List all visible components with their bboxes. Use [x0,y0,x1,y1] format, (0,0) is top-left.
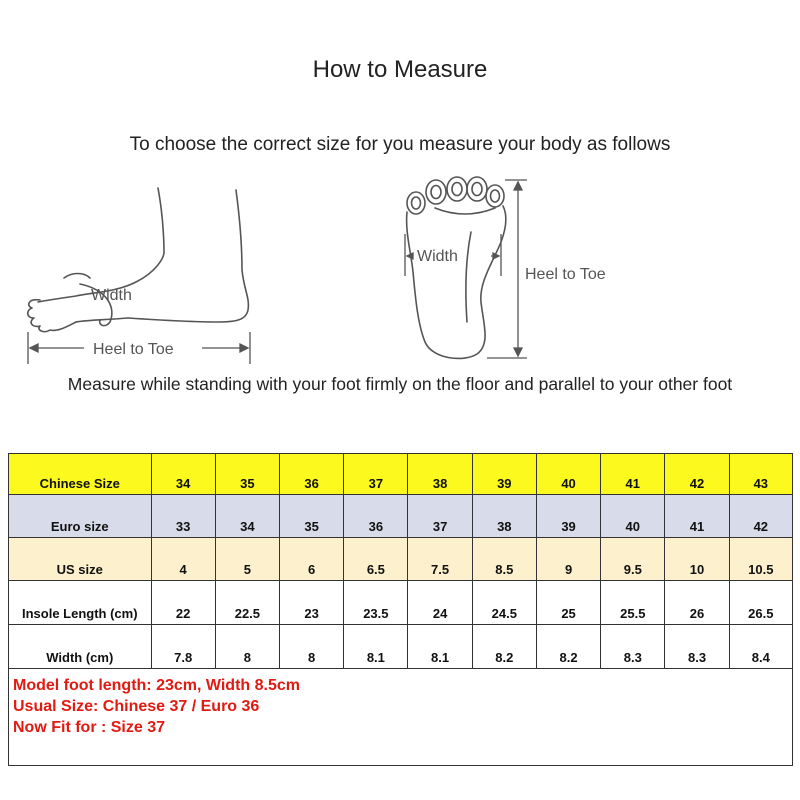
table-cell: 24 [408,581,472,625]
table-cell: 22 [151,581,215,625]
size-chart-table [8,453,793,766]
table-cell: 9 [536,538,600,581]
table-cell: 8 [280,625,344,669]
table-cell: 42 [665,454,729,495]
table-cell: 10.5 [729,538,792,581]
table-cell: 33 [151,495,215,538]
table-row-euro-size [9,495,793,538]
table-row-width [9,625,793,669]
table-cell: 35 [215,454,279,495]
row-label-chinese-size: Chinese Size [9,454,152,495]
table-cell: 34 [215,495,279,538]
table-cell: 43 [729,454,792,495]
table-cell: 8.1 [344,625,408,669]
table-cell: 37 [344,454,408,495]
table-cell: 36 [280,454,344,495]
page-subtitle: To choose the correct size for you measure your body as follows [129,134,671,155]
table-cell: 8.1 [408,625,472,669]
foot-sole-view-figure [395,172,655,364]
row-label-euro-size: Euro size [9,495,152,538]
table-cell: 35 [280,495,344,538]
table-cell: 9.5 [601,538,665,581]
side-heel-to-toe-label: Heel to Toe [93,341,174,358]
row-label-us-size: US size [9,538,152,581]
note-now-fit: Now Fit for : Size 37 [13,719,166,736]
table-cell: 23.5 [344,581,408,625]
table-cell: 8.3 [601,625,665,669]
row-label-insole-length: Insole Length (cm) [9,581,152,625]
table-cell: 8.5 [472,538,536,581]
table-row-us-size [9,538,793,581]
table-cell: 38 [408,454,472,495]
sole-heel-to-toe-label: Heel to Toe [525,266,606,283]
table-cell: 36 [344,495,408,538]
table-cell: 42 [729,495,792,538]
table-cell: 40 [536,454,600,495]
table-cell: 41 [601,454,665,495]
table-row-notes [9,669,793,766]
table-cell: 8.2 [472,625,536,669]
note-model-foot: Model foot length: 23cm, Width 8.5cm [13,677,300,694]
table-cell: 8 [215,625,279,669]
table-cell: 6.5 [344,538,408,581]
page-title: How to Measure [312,56,488,83]
table-row-insole-length [9,581,793,625]
table-cell: 8.3 [665,625,729,669]
table-row-chinese-size [9,454,793,495]
table-cell: 39 [472,454,536,495]
table-cell: 4 [151,538,215,581]
table-cell: 7.5 [408,538,472,581]
foot-side-view-figure [18,180,263,370]
measure-instruction: Measure while standing with your foot firmly on the floor and parallel to your other foot [67,374,733,394]
table-cell: 26.5 [729,581,792,625]
table-cell: 25.5 [601,581,665,625]
table-cell: 22.5 [215,581,279,625]
table-cell: 8.4 [729,625,792,669]
table-cell: 37 [408,495,472,538]
sole-width-label: Width [417,248,458,265]
table-cell: 40 [601,495,665,538]
table-cell: 38 [472,495,536,538]
table-cell: 41 [665,495,729,538]
model-notes [9,669,793,766]
table-cell: 23 [280,581,344,625]
table-cell: 8.2 [536,625,600,669]
table-cell: 34 [151,454,215,495]
table-cell: 24.5 [472,581,536,625]
table-cell: 10 [665,538,729,581]
row-label-width: Width (cm) [9,625,152,669]
table-cell: 25 [536,581,600,625]
side-width-label: Width [91,287,132,304]
table-cell: 5 [215,538,279,581]
table-cell: 7.8 [151,625,215,669]
table-cell: 39 [536,495,600,538]
table-cell: 6 [280,538,344,581]
table-cell: 26 [665,581,729,625]
note-usual-size: Usual Size: Chinese 37 / Euro 36 [13,698,260,715]
